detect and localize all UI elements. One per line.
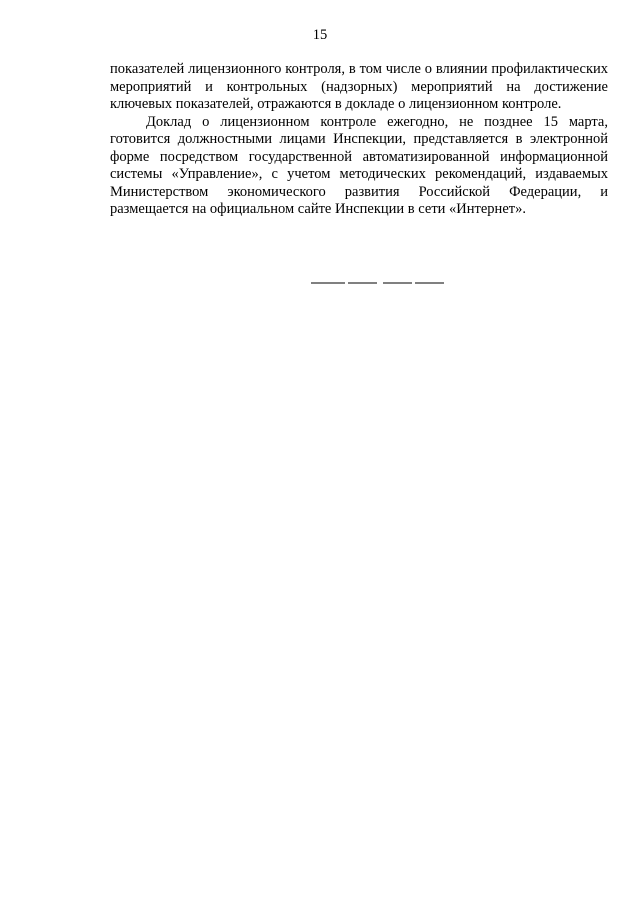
paragraph-continuation: показателей лицензионного контроля, в том числе о влиянии профилактических мероприятий и контрольных (надзорных) мероприятий на достижение ключевых показателей, отражаются в докладе о лицензионном контроле. — [110, 61, 608, 112]
page-number: 15 — [312, 27, 328, 43]
paragraph-report-deadline: Доклад о лицензионном контроле ежегодно, не позднее 15 марта, готовится должностными лицами Инспекции, представляется в электронной форме посредством государственной автоматизированной информационной системы «Управление», с учетом методических рекомендаций, издаваемых Министерством экономического развития Российской Федерации, и размещается на официальном сайте Инспекции в сети «Интернет». — [110, 113, 608, 217]
end-of-document-line — [311, 278, 444, 286]
document-body — [110, 61, 608, 219]
